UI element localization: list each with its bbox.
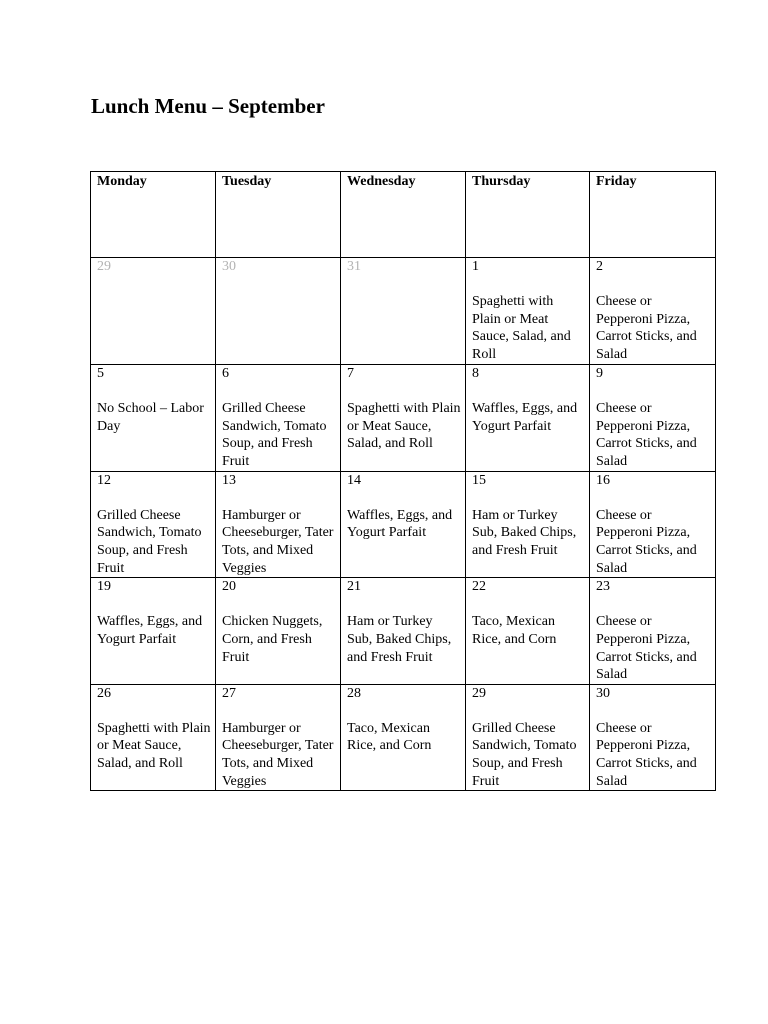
- header-friday: Friday: [590, 172, 716, 258]
- day-number: 6: [222, 366, 229, 381]
- meal-text: Grilled Cheese Sandwich, Tomato Soup, and Fresh Fruit: [472, 720, 577, 789]
- page-title: Lunch Menu – September: [91, 94, 325, 118]
- header-thursday: Thursday: [466, 172, 590, 258]
- day-number: 15: [472, 472, 486, 488]
- day-cell-thursday: [466, 365, 590, 472]
- day-number: 20: [222, 579, 236, 595]
- meal-text: Spaghetti with Plain or Meat Sauce, Salad, and Roll: [472, 294, 571, 362]
- day-number: 27: [222, 685, 236, 701]
- day-cell-monday: [91, 684, 216, 791]
- meal-text: Waffles, Eggs, and Yogurt Parfait: [472, 401, 578, 434]
- day-cell-thursday: [466, 578, 590, 685]
- meal-text: No School – Labor Day: [97, 401, 204, 434]
- meal-text: Cheese or Pepperoni Pizza, Carrot Sticks, and Salad: [596, 720, 697, 789]
- meal-text: Spaghetti with Plain or Meat Sauce, Salad, and Roll: [347, 401, 461, 452]
- day-number: 14: [347, 472, 361, 488]
- week-row: [91, 684, 716, 791]
- day-number: 1: [472, 259, 479, 274]
- meal-text: Hamburger or Cheeseburger, Tater Tots, and Mixed Veggies: [222, 720, 334, 789]
- day-cell-wednesday: [341, 365, 466, 472]
- day-number: 13: [222, 472, 236, 488]
- day-cell-friday: [590, 578, 716, 685]
- meal-text: Spaghetti with Plain or Meat Sauce, Salad, and Roll: [97, 720, 211, 772]
- meal-text: Cheese or Pepperoni Pizza, Carrot Sticks, and Salad: [596, 507, 697, 576]
- day-number: 30: [596, 685, 610, 701]
- day-cell-wednesday: [341, 258, 466, 365]
- day-cell-friday: [590, 365, 716, 472]
- meal-text: Hamburger or Cheeseburger, Tater Tots, and Mixed Veggies: [222, 507, 334, 576]
- meal-text: Ham or Turkey Sub, Baked Chips, and Fresh Fruit: [472, 507, 577, 558]
- meal-text: Cheese or Pepperoni Pizza, Carrot Sticks, and Salad: [596, 401, 697, 469]
- day-number: 9: [596, 366, 603, 381]
- week-row: [91, 365, 716, 472]
- meal-text: Ham or Turkey Sub, Baked Chips, and Fresh Fruit: [347, 614, 452, 665]
- day-cell-thursday: [466, 471, 590, 578]
- day-number: 8: [472, 366, 479, 381]
- day-cell-tuesday: [216, 578, 341, 685]
- day-cell-thursday: [466, 258, 590, 365]
- day-number: 5: [97, 366, 104, 381]
- meal-text: Taco, Mexican Rice, and Corn: [472, 614, 557, 647]
- header-wednesday: Wednesday: [341, 172, 466, 258]
- week-row: [91, 471, 716, 578]
- day-number: 21: [347, 579, 361, 595]
- weekday-header-row: [91, 172, 716, 258]
- day-number: 23: [596, 579, 610, 595]
- lunch-menu-table: [90, 171, 716, 791]
- day-number: 28: [347, 685, 361, 701]
- day-cell-friday: [590, 684, 716, 791]
- day-cell-wednesday: [341, 578, 466, 685]
- day-number: 12: [97, 472, 111, 488]
- day-cell-wednesday: [341, 684, 466, 791]
- meal-text: Waffles, Eggs, and Yogurt Parfait: [347, 507, 453, 541]
- day-cell-friday: [590, 258, 716, 365]
- day-number: 16: [596, 472, 610, 488]
- meal-text: Taco, Mexican Rice, and Corn: [347, 720, 432, 754]
- day-cell-monday: [91, 258, 216, 365]
- day-cell-monday: [91, 365, 216, 472]
- day-number: 29: [97, 259, 111, 274]
- meal-text: Cheese or Pepperoni Pizza, Carrot Sticks, and Salad: [596, 614, 697, 683]
- day-cell-thursday: [466, 684, 590, 791]
- header-tuesday: Tuesday: [216, 172, 341, 258]
- day-number: 19: [97, 579, 111, 595]
- day-number: 29: [472, 685, 486, 701]
- day-number: 26: [97, 685, 111, 701]
- day-cell-tuesday: [216, 365, 341, 472]
- day-cell-tuesday: [216, 684, 341, 791]
- meal-text: Cheese or Pepperoni Pizza, Carrot Sticks, and Salad: [596, 294, 697, 362]
- day-cell-monday: [91, 471, 216, 578]
- meal-text: Chicken Nuggets, Corn, and Fresh Fruit: [222, 614, 323, 665]
- meal-text: Waffles, Eggs, and Yogurt Parfait: [97, 614, 203, 647]
- menu-weeks: [91, 258, 716, 791]
- day-number: 2: [596, 259, 603, 274]
- day-cell-tuesday: [216, 258, 341, 365]
- day-cell-monday: [91, 578, 216, 685]
- day-number: 7: [347, 366, 354, 381]
- meal-text: Grilled Cheese Sandwich, Tomato Soup, and Fresh Fruit: [222, 401, 327, 469]
- day-cell-tuesday: [216, 471, 341, 578]
- header-monday: Monday: [91, 172, 216, 258]
- meal-text: Grilled Cheese Sandwich, Tomato Soup, and Fresh Fruit: [97, 507, 202, 576]
- week-row: [91, 578, 716, 685]
- week-row: [91, 258, 716, 365]
- day-number: 30: [222, 259, 236, 274]
- day-number: 31: [347, 259, 361, 274]
- day-number: 22: [472, 579, 486, 595]
- day-cell-friday: [590, 471, 716, 578]
- day-cell-wednesday: [341, 471, 466, 578]
